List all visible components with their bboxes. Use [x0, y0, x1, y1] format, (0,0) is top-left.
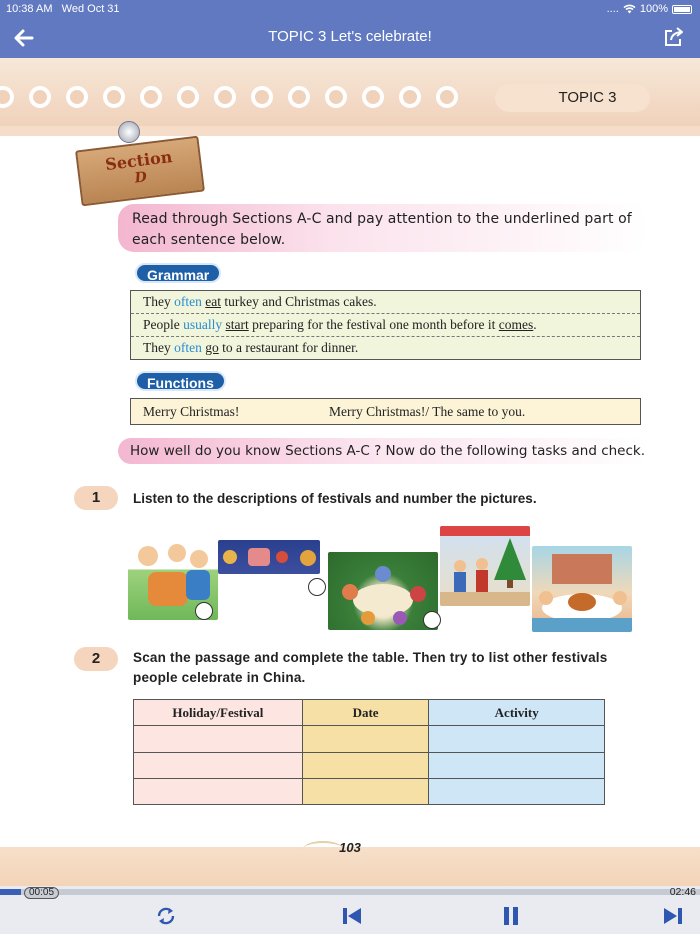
grammar-table	[130, 290, 641, 360]
textbook-page[interactable]	[0, 58, 700, 886]
header-activity: Activity	[429, 700, 605, 726]
repeat-icon[interactable]	[154, 905, 178, 927]
pause-icon[interactable]	[499, 905, 523, 927]
status-bar	[0, 0, 700, 18]
table-row	[134, 778, 605, 804]
grammar-row: People usually start preparing for the festival one month before it comes.	[131, 314, 640, 337]
figure-decoration	[148, 572, 188, 606]
ring-decoration	[288, 86, 310, 108]
topic-label: TOPIC 3	[495, 84, 650, 112]
answer-circle[interactable]	[308, 578, 326, 596]
task-number: 1	[74, 486, 118, 510]
table-cell[interactable]	[429, 778, 605, 804]
figure-decoration	[190, 550, 208, 568]
table-cell[interactable]	[302, 726, 429, 752]
ring-decoration	[436, 86, 458, 108]
answer-circle[interactable]	[423, 611, 441, 629]
section-sign	[78, 133, 204, 203]
pin-icon	[118, 121, 140, 143]
ring-decoration	[103, 86, 125, 108]
table-row	[134, 726, 605, 752]
functions-response: Merry Christmas!/ The same to you.	[329, 404, 526, 419]
figure-decoration	[168, 544, 186, 562]
ring-decoration	[362, 86, 384, 108]
wifi-icon	[623, 4, 636, 14]
status-time: 10:38 AM Wed Oct 31	[6, 3, 120, 15]
header-date: Date	[302, 700, 429, 726]
battery-percent: 100%	[639, 3, 668, 15]
functions-table	[130, 398, 641, 425]
picture-family-dinner	[328, 552, 438, 630]
table-cell[interactable]	[134, 778, 303, 804]
audio-player	[0, 886, 700, 934]
figure-decoration	[186, 570, 210, 600]
section-word: Section	[104, 147, 174, 175]
nav-bar	[0, 18, 700, 58]
picture-lanterns	[218, 540, 320, 574]
table-cell[interactable]	[429, 726, 605, 752]
table-row	[134, 752, 605, 778]
ring-decoration	[29, 86, 51, 108]
current-time: 00:05	[24, 887, 59, 899]
picture-christmas	[440, 526, 530, 606]
total-time: 02:46	[669, 886, 696, 898]
figure-decoration	[138, 546, 158, 566]
ring-decoration	[140, 86, 162, 108]
table-cell[interactable]	[429, 752, 605, 778]
ring-decoration	[177, 86, 199, 108]
nav-title: TOPIC 3 Let's celebrate!	[268, 28, 432, 45]
ring-decoration	[0, 86, 14, 108]
functions-greeting: Merry Christmas!	[143, 404, 240, 419]
status-right	[607, 3, 692, 15]
ring-decoration	[325, 86, 347, 108]
page-number: 103	[327, 838, 373, 858]
table-header-row	[134, 700, 605, 726]
ring-decoration	[251, 86, 273, 108]
festival-table	[133, 699, 605, 805]
task-number: 2	[74, 647, 118, 671]
table-cell[interactable]	[134, 752, 303, 778]
ring-decoration	[66, 86, 88, 108]
task-1-text: Listen to the descriptions of festivals and number the pictures.	[133, 491, 537, 506]
ring-decoration	[214, 86, 236, 108]
skip-back-icon[interactable]	[340, 905, 364, 927]
section-letter: D	[133, 169, 148, 187]
instruction-banner: Read through Sections A-C and pay attention to the underlined part of each sentence below.	[118, 204, 648, 252]
ring-decoration	[399, 86, 421, 108]
table-cell[interactable]	[302, 778, 429, 804]
battery-icon	[672, 5, 692, 14]
picture-thanksgiving	[532, 546, 632, 632]
table-cell[interactable]	[302, 752, 429, 778]
answer-circle[interactable]	[195, 602, 213, 620]
decorative-rings	[0, 86, 458, 108]
check-banner: How well do you know Sections A-C ? Now do the following tasks and check.	[118, 438, 648, 464]
functions-badge: Functions	[135, 371, 226, 391]
task-2-text: Scan the passage and complete the table. Then try to list other festivals people celebrate in China.	[133, 650, 608, 685]
share-icon[interactable]	[662, 25, 686, 49]
header-holiday: Holiday/Festival	[134, 700, 303, 726]
grammar-row: They often eat turkey and Christmas cakes.	[131, 291, 640, 314]
grammar-badge: Grammar	[135, 263, 221, 283]
skip-forward-icon[interactable]	[661, 905, 685, 927]
progress-fill	[0, 889, 21, 895]
table-cell[interactable]	[134, 726, 303, 752]
grammar-row: They often go to a restaurant for dinner.	[143, 340, 359, 355]
progress-bar[interactable]	[0, 889, 700, 895]
signal-dots: ....	[606, 3, 619, 15]
section-board	[75, 136, 205, 207]
